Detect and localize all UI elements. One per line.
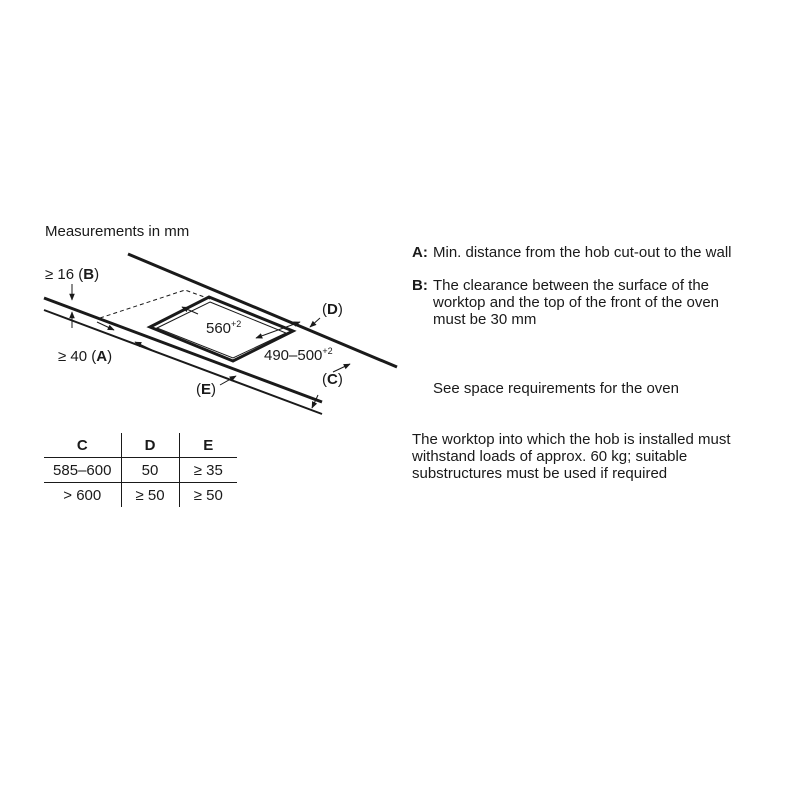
table-cell: 50	[121, 458, 179, 483]
label-width: $560^{+2}$	[206, 319, 242, 337]
dimension-d-leader	[310, 318, 320, 327]
legend-text: The clearance between the surface of the worktop and the top of the front of the oven must be 30 mm	[433, 277, 720, 328]
label-e: (E)	[196, 381, 217, 398]
table-cell: > 600	[63, 486, 102, 504]
label-depth: $490-500^{+2}$	[264, 346, 333, 364]
table-header-e: E	[179, 433, 237, 458]
table-cell: 585–600	[44, 458, 121, 483]
table-header-d: D	[121, 433, 179, 458]
worktop-back-edge	[128, 254, 397, 367]
table-cell: ≥ 35	[179, 458, 237, 483]
load-note: The worktop into which the hob is installed must withstand loads of approx. 60 kg; suitable substructures must be used if required	[412, 431, 731, 482]
label-a: ≥ 40 (A)	[58, 348, 113, 365]
table-cell: ≥ 50	[121, 483, 179, 508]
page-title: Measurements in mm	[45, 223, 190, 240]
oven-space-note: See space requirements for the oven	[433, 380, 679, 397]
legend-key: A:	[412, 244, 428, 261]
table-row	[44, 458, 237, 483]
label-b: ≥ 16 (B)	[45, 266, 100, 283]
legend-key: B:	[412, 277, 428, 294]
legend-item-b	[412, 277, 752, 328]
label-d: (D)	[322, 301, 343, 318]
table-header-c: C	[44, 433, 121, 458]
dimension-table	[44, 433, 237, 507]
legend-item-a	[412, 244, 752, 261]
table-row	[44, 483, 237, 508]
label-c: (C)	[322, 371, 343, 388]
legend	[412, 244, 752, 344]
legend-text: Min. distance from the hob cut-out to the wall	[433, 244, 732, 261]
table-header-row	[44, 433, 237, 458]
table-cell: ≥ 50	[179, 483, 237, 508]
